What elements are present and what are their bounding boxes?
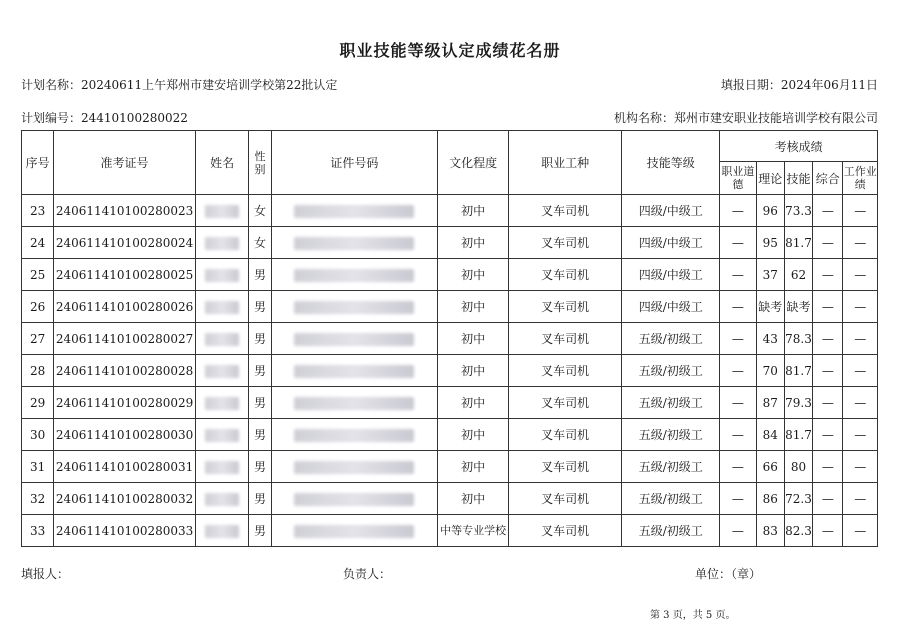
cell-gender: 男 <box>249 483 271 515</box>
cell-education: 中等专业学校 <box>438 515 509 547</box>
cell-gender: 男 <box>249 419 271 451</box>
cell-ticket-number: 240611410100280024 <box>54 227 195 259</box>
table-row <box>22 387 878 419</box>
cell-work-score: — <box>843 451 878 483</box>
cell-ethics-score: — <box>720 291 756 323</box>
cell-education: 初中 <box>438 419 509 451</box>
redacted-id <box>294 333 414 346</box>
cell-work-score: — <box>843 515 878 547</box>
table-row <box>22 515 878 547</box>
cell-theory-score: 86 <box>756 483 784 515</box>
cell-ethics-score: — <box>720 355 756 387</box>
cell-occupation: 叉车司机 <box>509 387 622 419</box>
cell-name <box>195 291 249 323</box>
cell-occupation: 叉车司机 <box>509 355 622 387</box>
header-id-number: 证件号码 <box>271 131 438 195</box>
table-row <box>22 451 878 483</box>
redacted-id <box>294 461 414 474</box>
cell-name <box>195 323 249 355</box>
table-row <box>22 419 878 451</box>
cell-ethics-score: — <box>720 419 756 451</box>
cell-work-score: — <box>843 259 878 291</box>
cell-ethics-score: — <box>720 259 756 291</box>
cell-skill-level: 五级/初级工 <box>622 323 720 355</box>
cell-skill-level: 五级/初级工 <box>622 451 720 483</box>
cell-theory-score: 缺考 <box>756 291 784 323</box>
cell-seq: 26 <box>22 291 54 323</box>
cell-skill-score: 81.7 <box>784 419 812 451</box>
cell-overall-score: — <box>813 195 843 227</box>
header-ticket: 准考证号 <box>54 131 195 195</box>
redacted-id <box>294 365 414 378</box>
cell-occupation: 叉车司机 <box>509 323 622 355</box>
redacted-name <box>205 397 239 410</box>
cell-education: 初中 <box>438 195 509 227</box>
cell-overall-score: — <box>813 451 843 483</box>
table-row <box>22 227 878 259</box>
organization-name: 机构名称：郑州市建安职业技能培训学校有限公司 <box>613 111 878 125</box>
header-theory: 理论 <box>756 162 784 195</box>
redacted-name <box>205 237 239 250</box>
cell-skill-score: 82.3 <box>784 515 812 547</box>
redacted-id <box>294 397 414 410</box>
page-indicator: 第 3 页，共 5 页。 <box>650 610 736 621</box>
cell-overall-score: — <box>813 227 843 259</box>
cell-skill-level: 四级/中级工 <box>622 227 720 259</box>
cell-id-number <box>271 227 438 259</box>
cell-overall-score: — <box>813 291 843 323</box>
filler-label: 填报人： <box>21 567 70 581</box>
score-roster-table <box>21 130 878 547</box>
header-name: 姓名 <box>195 131 249 195</box>
redacted-id <box>294 525 414 538</box>
cell-ethics-score: — <box>720 323 756 355</box>
cell-ethics-score: — <box>720 483 756 515</box>
cell-seq: 24 <box>22 227 54 259</box>
cell-work-score: — <box>843 387 878 419</box>
cell-skill-score: 73.3 <box>784 195 812 227</box>
cell-name <box>195 259 249 291</box>
cell-ticket-number: 240611410100280025 <box>54 259 195 291</box>
cell-occupation: 叉车司机 <box>509 291 622 323</box>
cell-occupation: 叉车司机 <box>509 419 622 451</box>
cell-id-number <box>271 419 438 451</box>
cell-ethics-score: — <box>720 227 756 259</box>
redacted-name <box>205 525 239 538</box>
cell-occupation: 叉车司机 <box>509 195 622 227</box>
cell-skill-level: 四级/中级工 <box>622 291 720 323</box>
cell-ticket-number: 240611410100280032 <box>54 483 195 515</box>
cell-id-number <box>271 451 438 483</box>
redacted-id <box>294 493 414 506</box>
cell-overall-score: — <box>813 323 843 355</box>
cell-overall-score: — <box>813 483 843 515</box>
cell-id-number <box>271 515 438 547</box>
document-title: 职业技能等级认定成绩花名册 <box>339 41 561 60</box>
redacted-id <box>294 237 414 250</box>
cell-theory-score: 37 <box>756 259 784 291</box>
cell-theory-score: 96 <box>756 195 784 227</box>
cell-ethics-score: — <box>720 195 756 227</box>
cell-gender: 女 <box>249 195 271 227</box>
cell-theory-score: 84 <box>756 419 784 451</box>
cell-skill-score: 79.3 <box>784 387 812 419</box>
header-skill-level: 技能等级 <box>622 131 720 195</box>
cell-education: 初中 <box>438 259 509 291</box>
cell-theory-score: 87 <box>756 387 784 419</box>
cell-seq: 25 <box>22 259 54 291</box>
cell-seq: 32 <box>22 483 54 515</box>
cell-education: 初中 <box>438 227 509 259</box>
table-row <box>22 195 878 227</box>
roster-body <box>22 195 878 547</box>
cell-occupation: 叉车司机 <box>509 259 622 291</box>
cell-name <box>195 387 249 419</box>
redacted-name <box>205 205 239 218</box>
redacted-id <box>294 269 414 282</box>
cell-gender: 男 <box>249 451 271 483</box>
cell-gender: 女 <box>249 227 271 259</box>
cell-name <box>195 515 249 547</box>
cell-skill-level: 五级/初级工 <box>622 419 720 451</box>
cell-occupation: 叉车司机 <box>509 483 622 515</box>
cell-skill-score: 72.3 <box>784 483 812 515</box>
cell-education: 初中 <box>438 451 509 483</box>
cell-theory-score: 43 <box>756 323 784 355</box>
cell-occupation: 叉车司机 <box>509 515 622 547</box>
redacted-name <box>205 461 239 474</box>
cell-ticket-number: 240611410100280027 <box>54 323 195 355</box>
table-row <box>22 259 878 291</box>
table-row <box>22 355 878 387</box>
header-gender: 性别 <box>249 131 271 195</box>
cell-name <box>195 451 249 483</box>
cell-name <box>195 419 249 451</box>
table-row <box>22 291 878 323</box>
cell-skill-level: 五级/初级工 <box>622 387 720 419</box>
cell-id-number <box>271 355 438 387</box>
cell-work-score: — <box>843 227 878 259</box>
header-seq: 序号 <box>22 131 54 195</box>
fill-date: 填报日期：2024年06月11日 <box>720 78 878 92</box>
cell-overall-score: — <box>813 259 843 291</box>
redacted-name <box>205 301 239 314</box>
cell-ticket-number: 240611410100280023 <box>54 195 195 227</box>
cell-occupation: 叉车司机 <box>509 227 622 259</box>
redacted-id <box>294 429 414 442</box>
cell-skill-level: 四级/中级工 <box>622 259 720 291</box>
header-occupation: 职业工种 <box>509 131 622 195</box>
cell-ticket-number: 240611410100280031 <box>54 451 195 483</box>
cell-seq: 29 <box>22 387 54 419</box>
header-skill: 技能 <box>784 162 812 195</box>
cell-skill-level: 五级/初级工 <box>622 483 720 515</box>
cell-education: 初中 <box>438 355 509 387</box>
cell-seq: 27 <box>22 323 54 355</box>
cell-name <box>195 483 249 515</box>
plan-number: 计划编号：24410100280022 <box>21 111 188 125</box>
cell-theory-score: 95 <box>756 227 784 259</box>
header-education: 文化程度 <box>438 131 509 195</box>
cell-skill-score: 81.7 <box>784 355 812 387</box>
table-row <box>22 483 878 515</box>
plan-name: 计划名称：20240611上午郑州市建安培训学校第22批认定 <box>21 78 338 92</box>
cell-gender: 男 <box>249 323 271 355</box>
cell-seq: 23 <box>22 195 54 227</box>
cell-skill-level: 五级/初级工 <box>622 355 720 387</box>
redacted-name <box>205 333 239 346</box>
cell-work-score: — <box>843 195 878 227</box>
cell-id-number <box>271 483 438 515</box>
redacted-name <box>205 269 239 282</box>
cell-id-number <box>271 323 438 355</box>
cell-ethics-score: — <box>720 515 756 547</box>
cell-ticket-number: 240611410100280028 <box>54 355 195 387</box>
redacted-name <box>205 365 239 378</box>
redacted-name <box>205 429 239 442</box>
cell-work-score: — <box>843 355 878 387</box>
cell-gender: 男 <box>249 291 271 323</box>
cell-ethics-score: — <box>720 451 756 483</box>
cell-occupation: 叉车司机 <box>509 451 622 483</box>
cell-skill-level: 五级/初级工 <box>622 515 720 547</box>
cell-skill-score: 缺考 <box>784 291 812 323</box>
responsible-label: 负责人： <box>343 567 392 581</box>
redacted-name <box>205 493 239 506</box>
cell-overall-score: — <box>813 387 843 419</box>
cell-overall-score: — <box>813 355 843 387</box>
cell-ticket-number: 240611410100280029 <box>54 387 195 419</box>
redacted-id <box>294 301 414 314</box>
cell-education: 初中 <box>438 323 509 355</box>
cell-education: 初中 <box>438 387 509 419</box>
cell-name <box>195 355 249 387</box>
cell-work-score: — <box>843 419 878 451</box>
table-row <box>22 323 878 355</box>
redacted-id <box>294 205 414 218</box>
cell-seq: 28 <box>22 355 54 387</box>
cell-work-score: — <box>843 323 878 355</box>
cell-skill-level: 四级/中级工 <box>622 195 720 227</box>
cell-seq: 30 <box>22 419 54 451</box>
cell-education: 初中 <box>438 483 509 515</box>
cell-ticket-number: 240611410100280030 <box>54 419 195 451</box>
cell-education: 初中 <box>438 291 509 323</box>
cell-seq: 31 <box>22 451 54 483</box>
cell-name <box>195 227 249 259</box>
cell-work-score: — <box>843 483 878 515</box>
cell-overall-score: — <box>813 419 843 451</box>
cell-id-number <box>271 387 438 419</box>
cell-id-number <box>271 259 438 291</box>
unit-seal-label: 单位：（章） <box>695 567 762 581</box>
cell-ethics-score: — <box>720 387 756 419</box>
cell-skill-score: 62 <box>784 259 812 291</box>
header-scores-group: 考核成绩 <box>720 131 878 162</box>
cell-id-number <box>271 195 438 227</box>
cell-id-number <box>271 291 438 323</box>
cell-skill-score: 78.3 <box>784 323 812 355</box>
cell-gender: 男 <box>249 259 271 291</box>
cell-gender: 男 <box>249 387 271 419</box>
cell-theory-score: 70 <box>756 355 784 387</box>
cell-theory-score: 83 <box>756 515 784 547</box>
cell-ticket-number: 240611410100280026 <box>54 291 195 323</box>
cell-skill-score: 81.7 <box>784 227 812 259</box>
header-ethics: 职业道德 <box>720 162 756 195</box>
cell-theory-score: 66 <box>756 451 784 483</box>
header-work-performance: 工作业绩 <box>843 162 878 195</box>
cell-gender: 男 <box>249 355 271 387</box>
cell-overall-score: — <box>813 515 843 547</box>
header-overall: 综合 <box>813 162 843 195</box>
cell-seq: 33 <box>22 515 54 547</box>
cell-work-score: — <box>843 291 878 323</box>
cell-name <box>195 195 249 227</box>
cell-ticket-number: 240611410100280033 <box>54 515 195 547</box>
cell-skill-score: 80 <box>784 451 812 483</box>
cell-gender: 男 <box>249 515 271 547</box>
